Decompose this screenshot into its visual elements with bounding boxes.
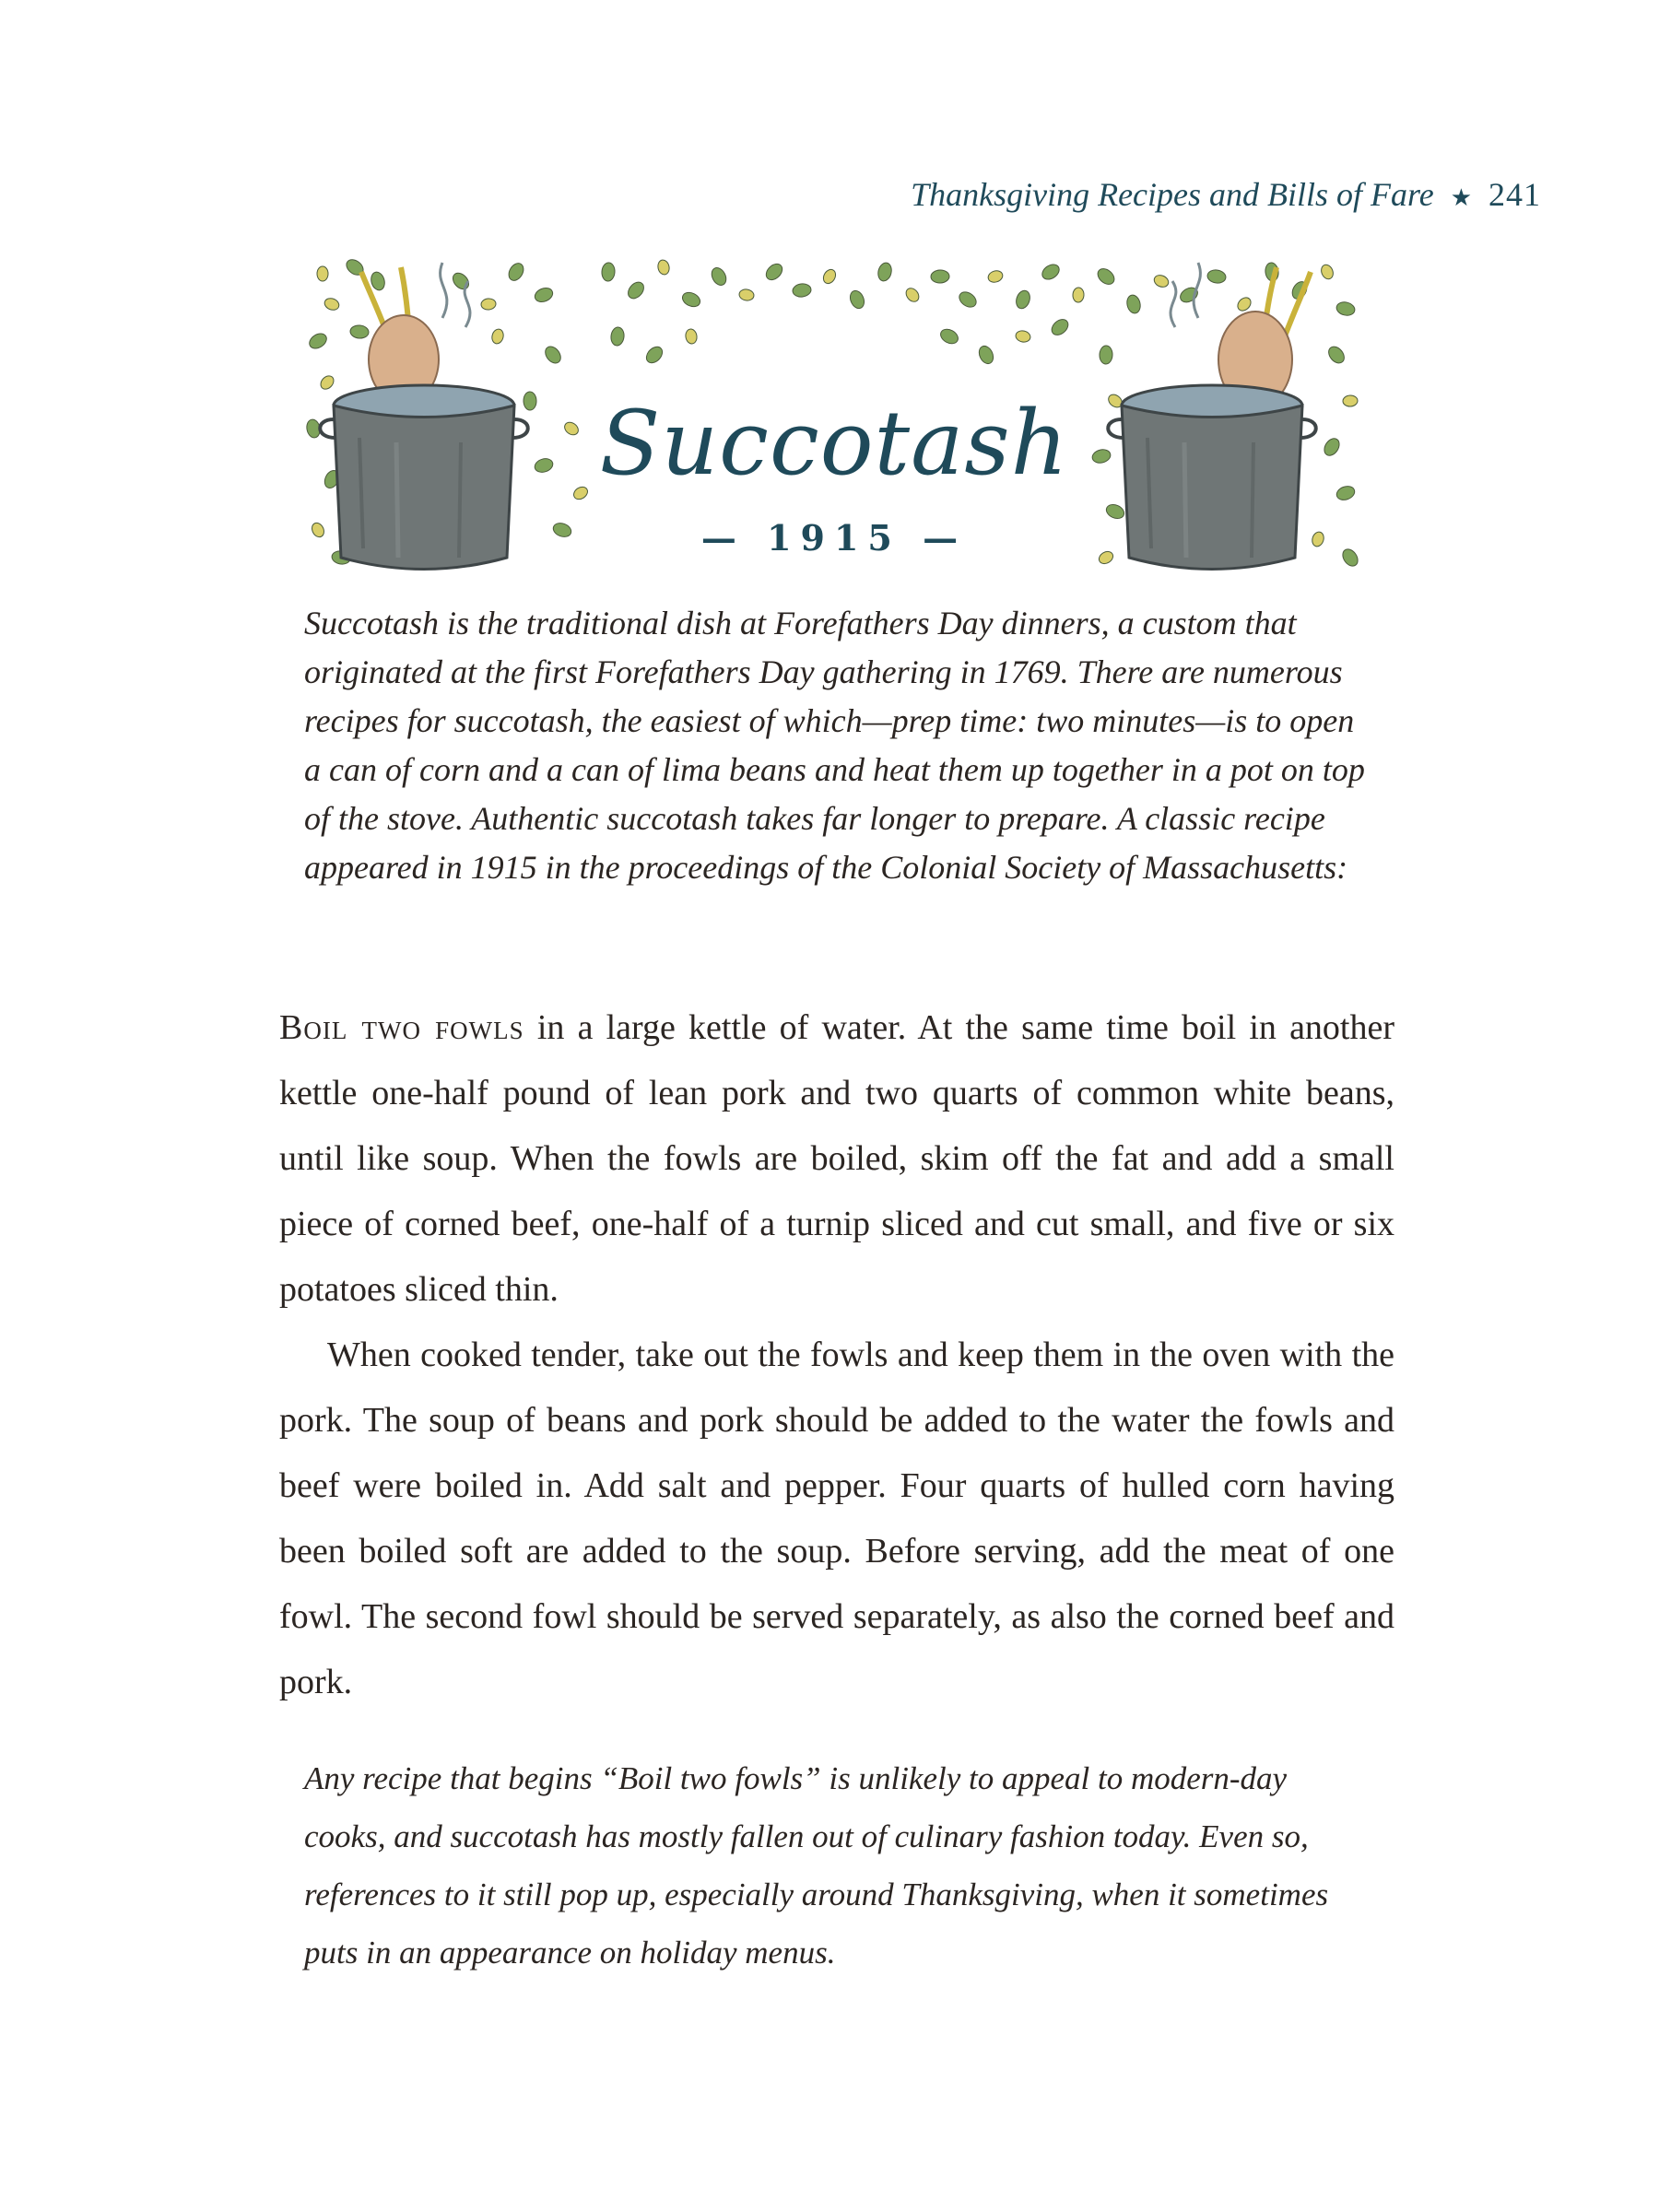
bean-icon xyxy=(821,267,838,286)
star-icon: ★ xyxy=(1450,184,1472,211)
bean-icon xyxy=(848,288,867,311)
recipe-paragraph-2: When cooked tender, take out the fowls and keep them in the oven with the pork. The soup of beans and pork should be added to the water the fowls and beef were boiled in. Add salt and pepper. Four quarts of hulled corn having been boiled soft are added to the soup. Before serving, add the meat of one fowl. The second fowl should be served separately, as also the corned beef and pork. xyxy=(279,1335,1394,1701)
page-number: 241 xyxy=(1488,176,1541,213)
bean-icon xyxy=(643,344,665,366)
bean-icon xyxy=(1100,346,1113,364)
recipe-body xyxy=(279,995,1394,1715)
bean-icon xyxy=(1206,269,1227,285)
bean-icon xyxy=(1095,265,1117,288)
bean-icon xyxy=(957,289,979,311)
recipe-title: Succotash xyxy=(599,392,1069,495)
bean-icon xyxy=(938,326,960,347)
bean-icon xyxy=(1152,273,1170,288)
bean-icon xyxy=(533,286,555,304)
bean-icon xyxy=(307,331,329,351)
bean-icon xyxy=(1335,300,1357,317)
lead-in-text: Boil two fowls xyxy=(279,1008,524,1047)
bean-icon xyxy=(1325,344,1347,366)
bean-icon xyxy=(709,265,729,288)
bean-icon xyxy=(1015,329,1031,343)
bean-icon xyxy=(877,262,893,283)
bean-icon xyxy=(763,261,785,283)
closing-paragraph: Any recipe that begins “Boil two fowls” is unlikely to appeal to modern-day cooks, and succotash has mostly fallen out of culinary fashion today. Even so, references to it still pop up, especially around Thanksgiving, when it sometimes puts in an appearance on holiday menus. xyxy=(304,1760,1329,1971)
recipe-year: — 1915 — xyxy=(700,517,968,559)
bean-icon xyxy=(601,263,615,282)
bean-icon xyxy=(931,270,949,284)
bean-icon xyxy=(903,286,921,304)
bean-icon xyxy=(1073,288,1085,303)
bean-icon xyxy=(450,270,472,292)
bean-icon xyxy=(1235,295,1253,313)
bean-icon xyxy=(1319,263,1335,280)
bean-icon xyxy=(349,324,369,339)
intro-paragraph: Succotash is the traditional dish at Forefathers Day dinners, a custom that originated at the first Forefathers Day gathering in 1769. There are numerous recipes for succotash, the easiest of which—prep time: two minutes—is to open a can of corn and a can of lima beans and heat them up together in a pot on top of the stove. Authentic succotash takes far longer to prepare. A classic recipe appeared in 1915 in the proceedings of the Colonial Society of Massachusetts: xyxy=(304,605,1365,886)
bean-icon xyxy=(625,279,647,301)
bean-icon xyxy=(1125,294,1142,315)
bean-icon xyxy=(1040,262,1062,283)
recipe-paragraph-1 xyxy=(279,995,1394,1323)
bean-icon xyxy=(506,261,526,283)
bean-icon xyxy=(323,297,340,312)
bean-icon xyxy=(1014,288,1032,310)
title-banner xyxy=(304,253,1364,594)
bean-icon xyxy=(370,270,387,291)
bean-icon xyxy=(1049,316,1071,338)
bean-icon xyxy=(738,288,755,301)
bean-icon xyxy=(976,344,995,366)
bean-icon xyxy=(680,289,702,309)
bean-icon xyxy=(480,298,496,311)
running-header xyxy=(911,175,1541,214)
bean-icon xyxy=(792,283,812,298)
bean-icon xyxy=(318,373,336,392)
bean-icon xyxy=(685,328,698,345)
running-title: Thanksgiving Recipes and Bills of Fare xyxy=(911,176,1434,213)
bean-icon xyxy=(542,344,563,366)
bean-icon xyxy=(317,266,328,281)
recipe-paragraph-1-text: in a large kettle of water. At the same time boil in another kettle one-half pound of lean pork and two quarts of common white beans, until like soup. When the fowls are boiled, skim off the fat and add a small piece of corned beef, one-half of a turnip sliced and cut small, and five or six potatoes sliced thin. xyxy=(279,1008,1395,1309)
bean-icon xyxy=(656,259,670,276)
bean-icon xyxy=(987,269,1005,284)
bean-icon xyxy=(610,326,625,347)
bean-icon xyxy=(490,328,505,346)
